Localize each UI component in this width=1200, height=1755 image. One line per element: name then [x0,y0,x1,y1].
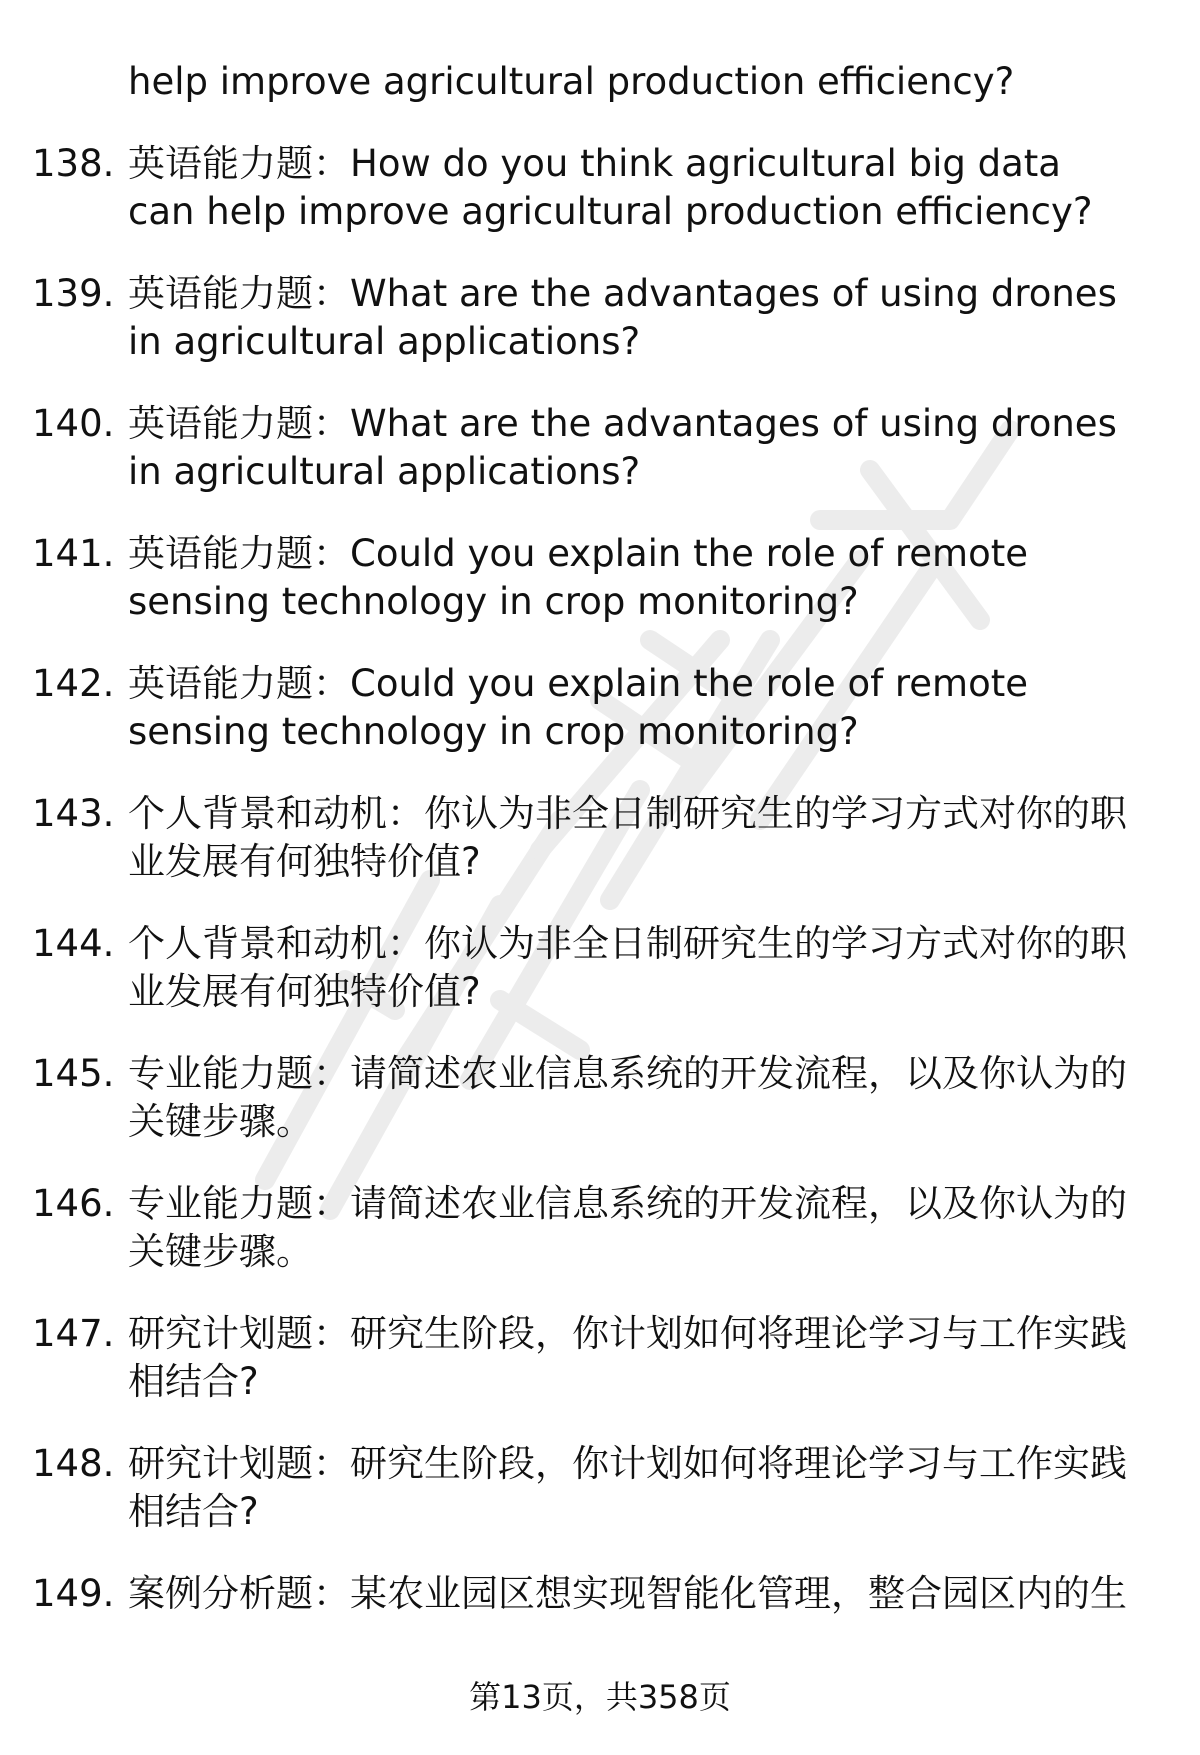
question-text: 英语能力题：How do you think agricultural big data can help improve agricultural production efficiency? [128,142,1093,233]
question-text: 英语能力题：Could you explain the role of remote sensing technology in crop monitoring? [128,532,1028,623]
question-number: 138. [32,142,115,185]
question-item [0,660,1200,756]
question-number: 144. [32,922,115,965]
question-text: 专业能力题：请简述农业信息系统的开发流程，以及你认为的关键步骤。 [128,1182,1127,1273]
question-item [0,270,1200,366]
question-number: 140. [32,402,115,445]
question-text: 英语能力题：What are the advantages of using drones in agricultural applications? [128,402,1117,493]
question-text: 专业能力题：请简述农业信息系统的开发流程，以及你认为的关键步骤。 [128,1052,1127,1143]
question-text: 个人背景和动机：你认为非全日制研究生的学习方式对你的职业发展有何独特价值? [128,792,1127,883]
question-text: 英语能力题：Could you explain the role of remote sensing technology in crop monitoring? [128,662,1028,753]
question-item [0,920,1200,1016]
content-area [0,58,1200,1652]
question-number: 141. [32,532,115,575]
page-footer: 第13页，共358页 [469,1678,731,1716]
question-text: 案例分析题：某农业园区想实现智能化管理，整合园区内的生 [128,1572,1127,1615]
question-number: 143. [32,792,115,835]
question-item [0,1050,1200,1146]
question-item [0,400,1200,496]
question-text: 英语能力题：What are the advantages of using drones in agricultural applications? [128,272,1117,363]
question-number: 149. [32,1572,115,1615]
question-list [0,140,1200,1618]
question-number: 142. [32,662,115,705]
question-item [0,530,1200,626]
question-text: 个人背景和动机：你认为非全日制研究生的学习方式对你的职业发展有何独特价值? [128,922,1127,1013]
question-text: 研究计划题：研究生阶段，你计划如何将理论学习与工作实践相结合? [128,1442,1127,1533]
continued-question-text: help improve agricultural production efficiency? [128,60,1015,103]
question-item [0,790,1200,886]
question-item [0,1180,1200,1276]
question-number: 139. [32,272,115,315]
question-item [0,140,1200,236]
question-text: 研究计划题：研究生阶段，你计划如何将理论学习与工作实践相结合? [128,1312,1127,1403]
question-number: 145. [32,1052,115,1095]
question-number: 147. [32,1312,115,1355]
question-item [0,1570,1200,1618]
question-number: 146. [32,1182,115,1225]
question-item [0,1310,1200,1406]
question-number: 148. [32,1442,115,1485]
question-item [0,1440,1200,1536]
